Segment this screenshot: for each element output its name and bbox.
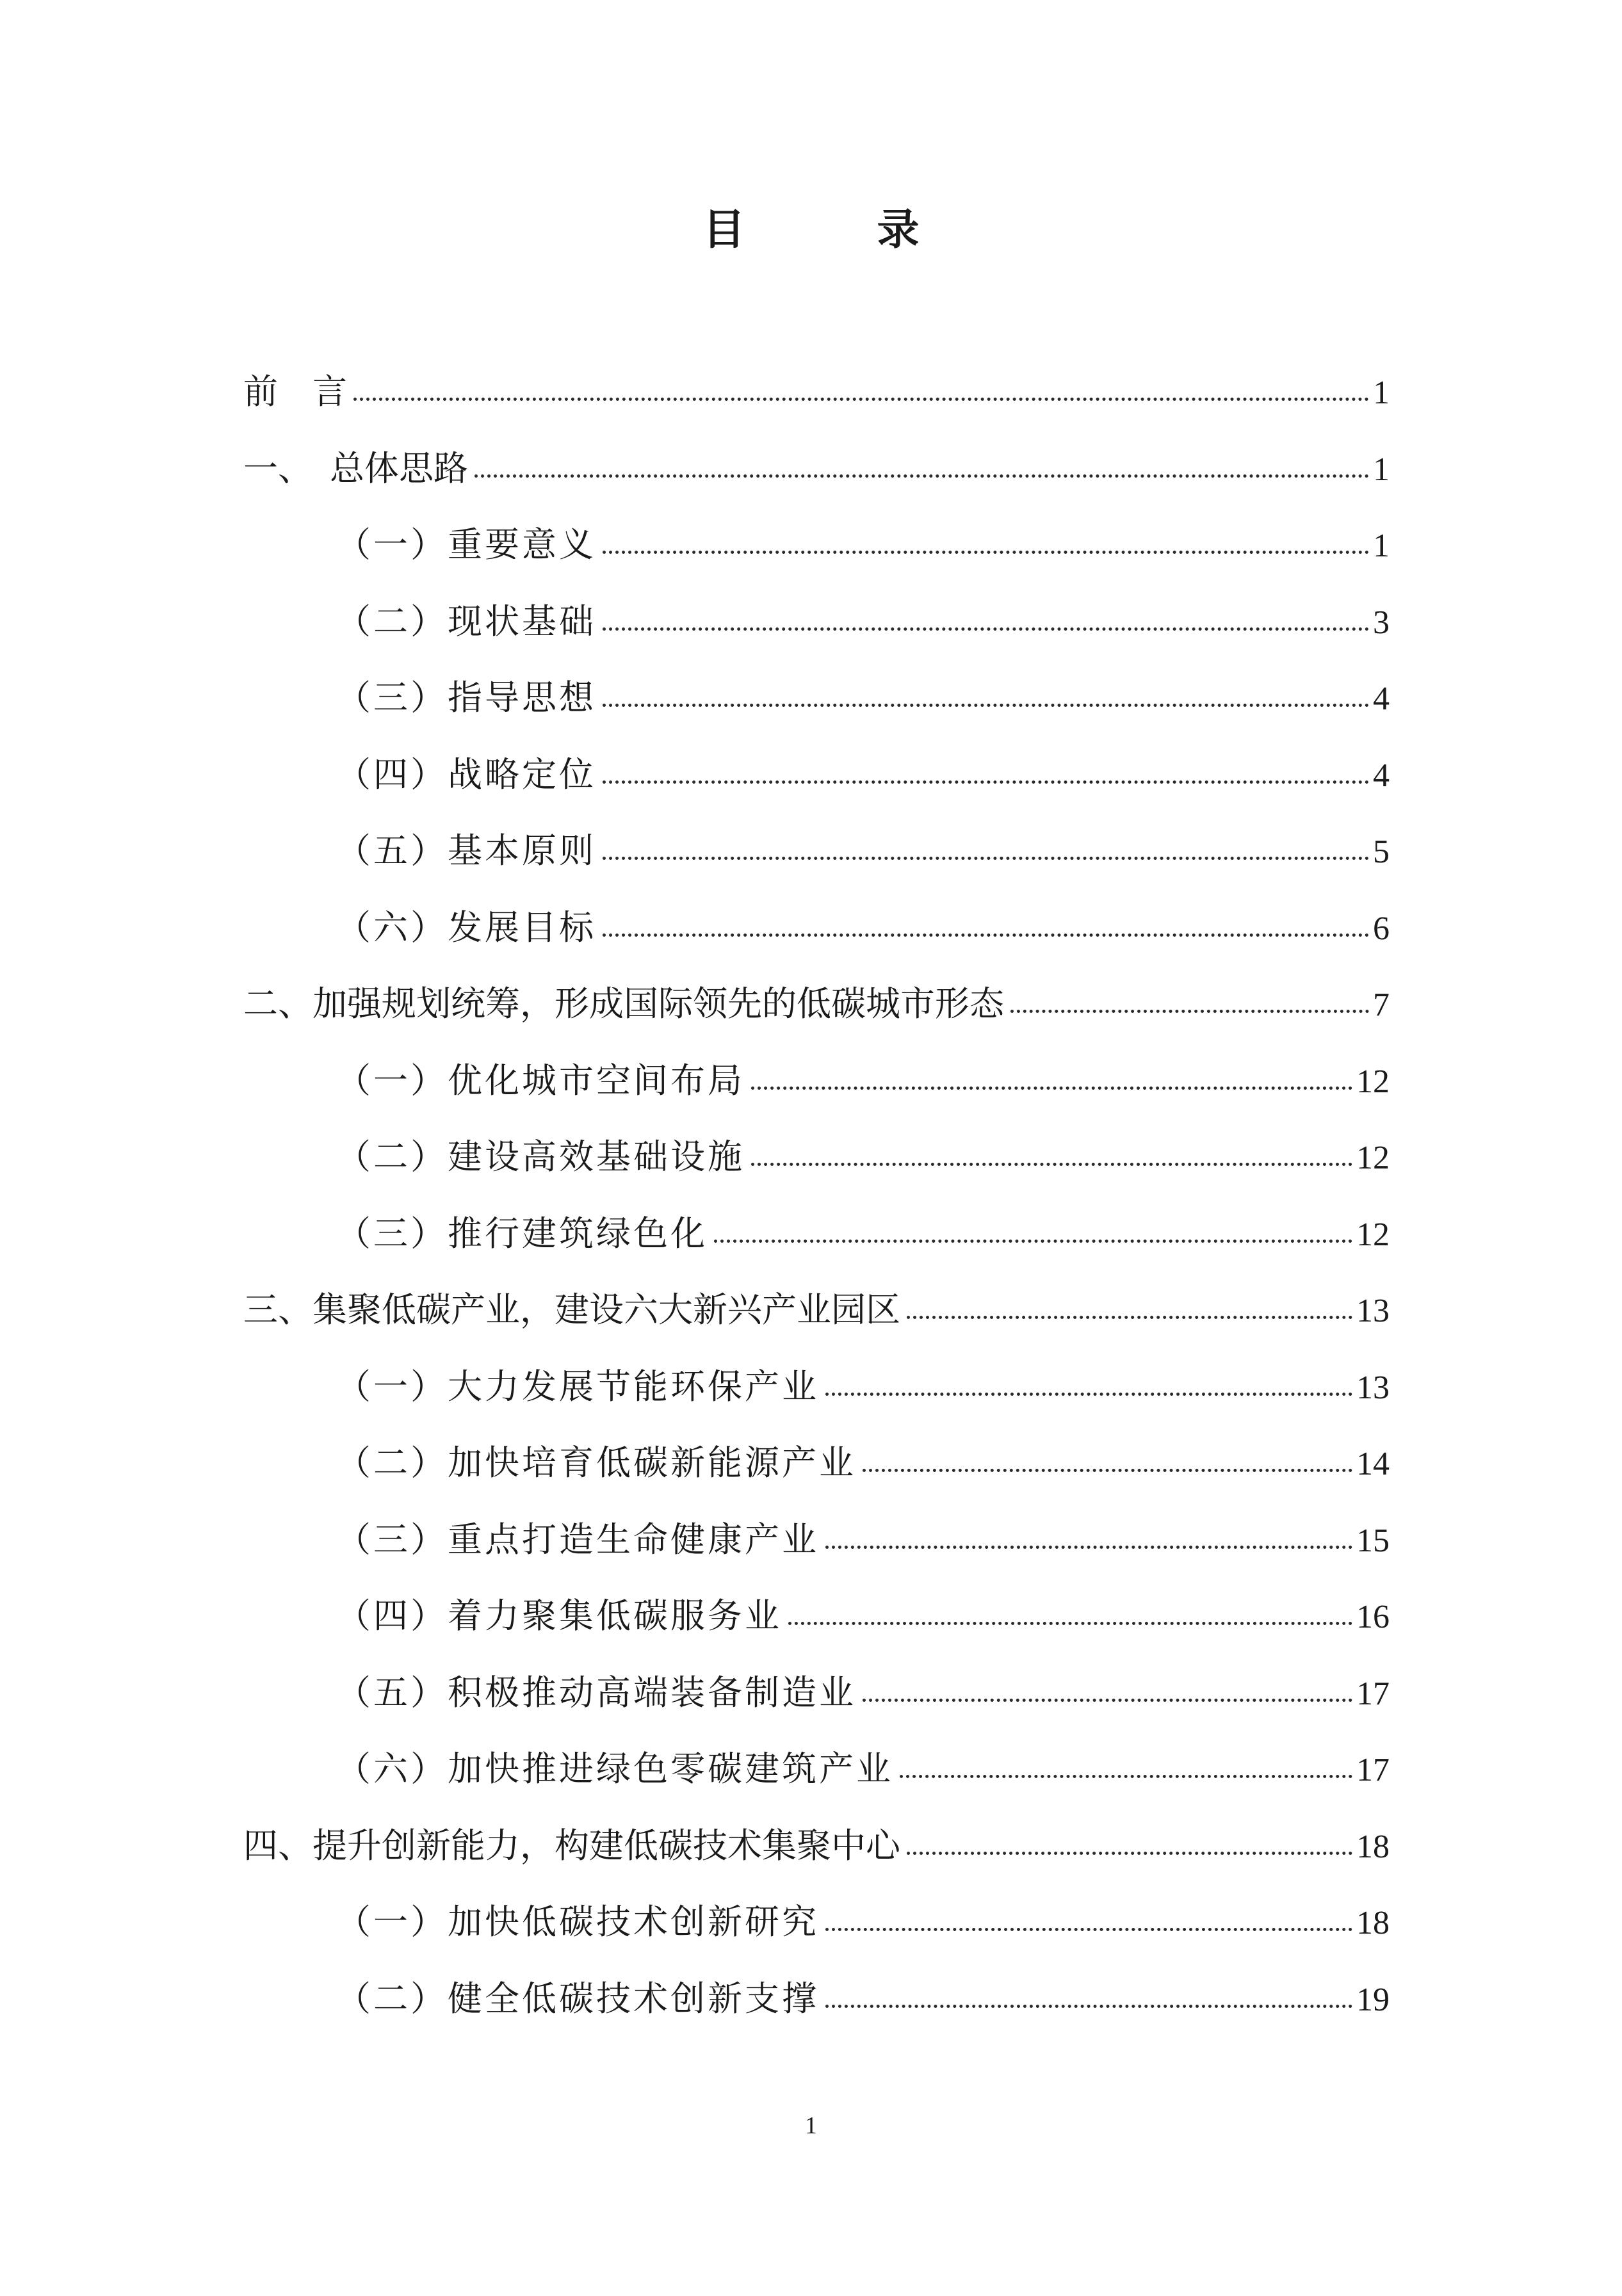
toc-entry-label: （三）指导思想 <box>336 677 596 718</box>
toc-section-entry[interactable] <box>243 1443 1390 1523</box>
toc-section-entry[interactable] <box>243 1596 1390 1676</box>
toc-entry-label: （二）健全低碳技术创新支撑 <box>336 1978 819 2019</box>
toc-section-entry[interactable] <box>243 1136 1390 1217</box>
toc-entry-label: （四）着力聚集低碳服务业 <box>336 1596 782 1636</box>
toc-entry-page: 19 <box>1356 1981 1390 2018</box>
page-number: 1 <box>805 2112 817 2139</box>
toc-dot-leader <box>751 1163 1352 1166</box>
toc-entry-page: 12 <box>1356 1140 1390 1176</box>
toc-entry-page: 14 <box>1356 1446 1390 1482</box>
toc-section-entry[interactable] <box>243 1366 1390 1446</box>
toc-entry-label: （二）建设高效基础设施 <box>336 1136 745 1177</box>
toc-section-entry[interactable] <box>243 677 1390 757</box>
toc-entry-label: 二、加强规划统筹，形成国际领先的低碳城市形态 <box>243 983 1004 1024</box>
toc-entry-page: 13 <box>1356 1293 1390 1329</box>
toc-entry-label: （五）积极推动高端装备制造业 <box>336 1672 856 1713</box>
toc-dot-leader <box>603 551 1369 554</box>
toc-entry-label: （六）加快推进绿色零碳建筑产业 <box>336 1749 893 1789</box>
toc-entry-page: 5 <box>1373 834 1390 870</box>
toc-dot-leader <box>825 2005 1352 2008</box>
toc-dot-leader <box>603 780 1369 784</box>
toc-entry-label: （三）重点打造生命健康产业 <box>336 1519 819 1560</box>
toc-entry-page: 17 <box>1356 1675 1390 1712</box>
toc-entry-page: 17 <box>1356 1752 1390 1788</box>
toc-chapter-entry[interactable] <box>243 448 1390 528</box>
toc-title: 目 录 <box>702 204 964 254</box>
toc-chapter-entry[interactable] <box>243 371 1390 451</box>
toc-entry-label: （三）推行建筑绿色化 <box>336 1213 708 1254</box>
toc-section-entry[interactable] <box>243 1213 1390 1293</box>
toc-dot-leader <box>474 474 1369 478</box>
toc-section-entry[interactable] <box>243 1978 1390 2058</box>
table-of-contents <box>243 371 1390 2058</box>
toc-entry-page: 13 <box>1356 1369 1390 1406</box>
toc-entry-label: 一、 总体思路 <box>243 448 468 489</box>
toc-chapter-entry[interactable] <box>243 1289 1390 1370</box>
toc-entry-label: （二）现状基础 <box>336 601 596 642</box>
toc-entry-label: 四、提升创新能力，构建低碳技术集聚中心 <box>243 1825 900 1866</box>
toc-entry-page: 15 <box>1356 1522 1390 1559</box>
toc-entry-page: 1 <box>1373 375 1390 411</box>
toc-entry-label: （四）战略定位 <box>336 754 596 795</box>
toc-entry-label: （二）加快培育低碳新能源产业 <box>336 1443 856 1483</box>
toc-dot-leader <box>900 1775 1352 1778</box>
toc-entry-page: 12 <box>1356 1063 1390 1100</box>
toc-dot-leader <box>825 1928 1352 1931</box>
toc-chapter-entry[interactable] <box>243 1825 1390 1905</box>
toc-section-entry[interactable] <box>243 524 1390 604</box>
toc-dot-leader <box>788 1622 1352 1625</box>
toc-dot-leader <box>603 857 1369 860</box>
toc-dot-leader <box>863 1699 1352 1702</box>
toc-dot-leader <box>353 398 1369 401</box>
toc-dot-leader <box>714 1240 1352 1243</box>
toc-entry-page: 7 <box>1373 987 1390 1023</box>
toc-section-entry[interactable] <box>243 1060 1390 1140</box>
toc-section-entry[interactable] <box>243 1519 1390 1599</box>
toc-entry-label: （一）优化城市空间布局 <box>336 1060 745 1101</box>
toc-entry-label: （一）重要意义 <box>336 524 596 565</box>
toc-entry-page: 3 <box>1373 604 1390 641</box>
toc-entry-label: 三、集聚低碳产业，建设六大新兴产业园区 <box>243 1289 900 1330</box>
toc-entry-page: 6 <box>1373 910 1390 947</box>
toc-dot-leader <box>1010 1010 1369 1013</box>
toc-entry-page: 16 <box>1356 1599 1390 1635</box>
toc-section-entry[interactable] <box>243 1902 1390 1982</box>
toc-entry-label: 前 言 <box>243 371 347 412</box>
toc-section-entry[interactable] <box>243 907 1390 987</box>
toc-dot-leader <box>825 1393 1352 1396</box>
toc-dot-leader <box>603 934 1369 937</box>
toc-entry-label: （五）基本原则 <box>336 830 596 871</box>
toc-dot-leader <box>603 627 1369 631</box>
toc-dot-leader <box>863 1469 1352 1472</box>
toc-section-entry[interactable] <box>243 1749 1390 1829</box>
toc-entry-page: 4 <box>1373 681 1390 717</box>
toc-chapter-entry[interactable] <box>243 983 1390 1063</box>
toc-entry-label: （一）加快低碳技术创新研究 <box>336 1902 819 1942</box>
toc-dot-leader <box>603 704 1369 707</box>
toc-entry-page: 12 <box>1356 1216 1390 1253</box>
toc-dot-leader <box>825 1546 1352 1549</box>
toc-entry-label: （六）发展目标 <box>336 907 596 948</box>
toc-section-entry[interactable] <box>243 601 1390 681</box>
toc-section-entry[interactable] <box>243 754 1390 834</box>
toc-entry-page: 18 <box>1356 1905 1390 1941</box>
toc-entry-page: 1 <box>1373 528 1390 564</box>
toc-entry-label: （一）大力发展节能环保产业 <box>336 1366 819 1407</box>
toc-dot-leader <box>751 1087 1352 1090</box>
toc-dot-leader <box>907 1316 1352 1319</box>
toc-section-entry[interactable] <box>243 1672 1390 1752</box>
toc-entry-page: 18 <box>1356 1828 1390 1865</box>
toc-entry-page: 1 <box>1373 451 1390 488</box>
toc-dot-leader <box>907 1852 1352 1855</box>
toc-entry-page: 4 <box>1373 757 1390 794</box>
toc-section-entry[interactable] <box>243 830 1390 910</box>
